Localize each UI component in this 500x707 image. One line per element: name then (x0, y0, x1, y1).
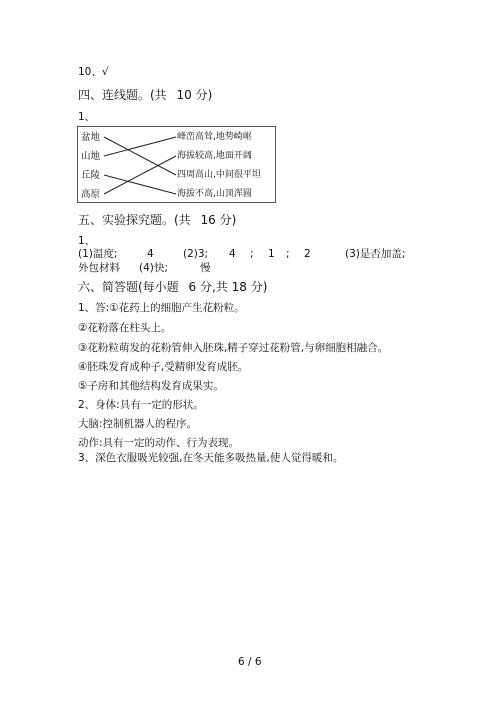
q5-line1-i: (3)是否加盖; (345, 248, 406, 260)
matching-line-0 (104, 137, 176, 175)
section4-title: 四、连线题。(共 (78, 88, 167, 102)
q5-line1-h: 2 (304, 248, 311, 260)
q5-line1-d: 4 (229, 248, 236, 260)
matching-diagram (77, 126, 276, 203)
matching-right-3: 海拔不高,山顶浑圆 (177, 189, 252, 199)
section4-unit: 分) (195, 88, 213, 102)
section6-score2: 18 (231, 280, 247, 294)
section6-mid: 分,共 (199, 280, 228, 294)
answer-line: 3、深色衣服吸光较强,在冬天能多吸热量,使人觉得暖和。 (78, 452, 344, 464)
section5-title: 五、实验探究题。(共 (78, 213, 191, 227)
q4-number: 1、 (78, 111, 96, 123)
answer-line: 1、答:①花药上的细胞产生花粉粒。 (78, 302, 245, 314)
answer-line: ⑤子房和其他结构发育成果实。 (78, 380, 224, 392)
answer-line: ③花粉粒萌发的花粉管伸入胚珠,精子穿过花粉管,与卵细胞相融合。 (78, 342, 389, 354)
matching-right-2: 四周高山,中间很平坦 (177, 170, 261, 180)
section5-score: 16 (200, 213, 216, 227)
section4-score: 10 (176, 88, 192, 102)
q5-line2-c: 慢 (200, 262, 211, 274)
section6-title: 六、简答题(每小题 (78, 280, 179, 294)
section6-unit: 分) (250, 280, 268, 294)
q5-line1-e: ; (250, 248, 254, 260)
matching-left-3: 高原 (81, 189, 101, 200)
section6-heading (78, 280, 267, 295)
matching-left-1: 山地 (81, 151, 101, 162)
answer-line: 大脑:控制机器人的程序。 (78, 418, 198, 430)
matching-line-2 (104, 175, 176, 194)
section6-score1: 6 (188, 280, 197, 294)
matching-line-3 (104, 156, 176, 194)
q5-line2-b: (4)快; (139, 262, 168, 274)
q5-line1-a: (1)温度; (78, 248, 118, 260)
answer-line: ②花粉落在柱头上。 (78, 322, 172, 334)
answer-10: 10、√ (78, 66, 109, 78)
q5-line2-a: 外包材料 (78, 262, 120, 274)
matching-right-0: 峰峦高耸,地势崎岖 (177, 132, 252, 142)
q5-line1-c: (2)3; (183, 248, 209, 260)
answer-line: ④胚珠发育成种子,受精卵发育成胚。 (78, 361, 249, 373)
matching-left-0: 盆地 (81, 132, 101, 143)
answer-line: 2、身体:具有一定的形状。 (78, 399, 204, 411)
matching-line-1 (104, 137, 176, 156)
answer-line: 动作:具有一定的动作、行为表现。 (78, 437, 240, 449)
q5-line1-g: ; (286, 248, 290, 260)
matching-right-1: 海拔较高,地面开阔 (177, 151, 252, 161)
q5-line1-f: 1 (268, 248, 275, 260)
matching-left-2: 丘陵 (81, 170, 101, 181)
section4-heading (78, 88, 212, 103)
section5-heading (78, 213, 236, 228)
q5-line1-b: 4 (147, 248, 154, 260)
q5-number: 1、 (78, 235, 96, 247)
section5-unit: 分) (219, 213, 237, 227)
page-number: 6 / 6 (238, 656, 262, 668)
